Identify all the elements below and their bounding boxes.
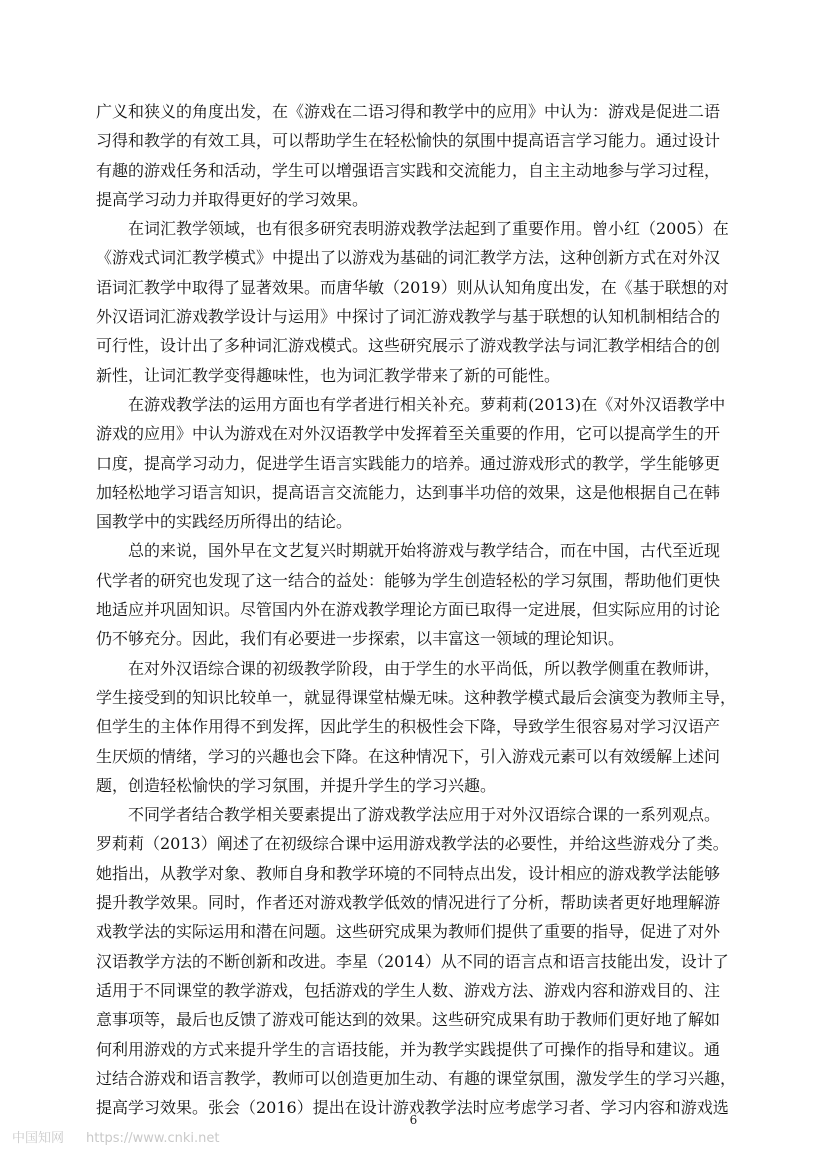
text-line: 何利用游戏的方式来提升学生的言语技能，并为教学实践提供了可操作的指导和建议。通 [96,1039,721,1059]
paragraph [96,654,746,800]
text-line: 代学者的研究也发现了这一结合的益处：能够为学生创造轻松的学习氛围，帮助他们更快 [96,570,721,590]
text-line: 国教学中的实践经历所得出的结论。 [96,512,353,532]
text-line: 在词汇教学领域，也有很多研究表明游戏教学法起到了重要作用。曾小红（2005）在 [128,219,729,239]
text-line: 加轻松地学习语言知识，提高语言交流能力，达到事半功倍的效果，这是他根据自己在韩 [96,482,721,502]
page-number: 6 [409,1113,418,1127]
text-line: 在游戏教学法的运用方面也有学者进行相关补充。萝莉莉(2013)在《对外汉语教学中 [128,394,726,414]
text-line: 但学生的主体作用得不到发挥，因此学生的积极性会下降，导致学生很容易对学习汉语产 [96,717,721,737]
paragraph [96,214,746,390]
watermark-brand: 中国知网 [12,1131,65,1146]
text-line: 汉语教学方法的不断创新和改进。李星（2014）从不同的语言点和语言技能出发，设计了 [96,951,729,971]
page-body [96,97,746,1122]
text-line: 提高学习动力并取得更好的学习效果。 [96,189,369,209]
text-line: 在对外汉语综合课的初级教学阶段，由于学生的水平尚低，所以教学侧重在教师讲， [128,658,721,678]
text-line: 《游戏式词汇教学模式》中提出了以游戏为基础的词汇教学方法，这种创新方式在对外汉 [96,248,721,268]
text-line: 生厌烦的情绪，学习的兴趣也会下降。在这种情况下，引入游戏元素可以有效缓解上述问 [96,746,721,766]
watermark [12,1127,241,1146]
text-line: 语词汇教学中取得了显著效果。而唐华敏（2019）则从认知角度出发，在《基于联想的对 [96,277,729,297]
text-line: 她指出，从教学对象、教师自身和教学环境的不同特点出发，设计相应的游戏教学法能够 [96,863,721,883]
text-line: 广义和狭义的角度出发，在《游戏在二语习得和教学中的应用》中认为：游戏是促进二语 [96,102,721,121]
text-line: 外汉语词汇游戏教学设计与运用》中探讨了词汇游戏教学与基于联想的认知机制相结合的 [96,307,721,327]
text-line: 意事项等，最后也反馈了游戏可能达到的效果。这些研究成果有助于教师们更好地了解如 [96,1010,721,1030]
text-line: 口度，提高学习动力，促进学生语言实践能力的培养。通过游戏形式的教学，学生能够更 [96,453,721,473]
text-line: 罗莉莉（2013）阐述了在初级综合课中运用游戏教学法的必要性，并给这些游戏分了类。 [96,834,729,854]
paragraph [96,390,746,536]
text-line: 地适应并巩固知识。尽管国内外在游戏教学理论方面已取得一定进展，但实际应用的讨论 [96,600,721,620]
text-line: 仍不够充分。因此，我们有必要进一步探索，以丰富这一领域的理论知识。 [96,629,625,649]
watermark-url: https://www.cnki.net [86,1131,220,1146]
text-line: 总的来说，国外早在文艺复兴时期就开始将游戏与教学结合，而在中国，古代至近现 [128,541,721,561]
text-line: 过结合游戏和语言教学，教师可以创造更加生动、有趣的课堂氛围，激发学生的学习兴趣， [96,1068,737,1088]
text-line: 提升教学效果。同时，作者还对游戏教学低效的情况进行了分析，帮助读者更好地理解游 [96,893,721,913]
paragraph [96,536,746,653]
paragraph [96,97,746,214]
text-line: 游戏的应用》中认为游戏在对外汉语教学中发挥着至关重要的作用，它可以提高学生的开 [96,424,721,444]
text-line: 提高学习效果。张会（2016）提出在设计游戏教学法时应考虑学习者、学习内容和游戏选 [96,1098,729,1118]
text-line: 题，创造轻松愉快的学习氛围，并提升学生的学习兴趣。 [96,775,497,795]
text-line: 有趣的游戏任务和活动，学生可以增强语言实践和交流能力，自主主动地参与学习过程， [96,160,721,180]
text-line: 不同学者结合教学相关要素提出了游戏教学法应用于对外汉语综合课的一系列观点。 [128,805,721,825]
text-line: 学生接受到的知识比较单一，就显得课堂枯燥无味。这种教学模式最后会演变为教师主导， [96,687,737,707]
text-line: 习得和教学的有效工具，可以帮助学生在轻松愉快的氛围中提高语言学习能力。通过设计 [96,131,721,151]
text-line: 适用于不同课堂的教学游戏，包括游戏的学生人数、游戏方法、游戏内容和游戏目的、注 [96,980,721,1000]
text-line: 戏教学法的实际运用和潜在问题。这些研究成果为教师们提供了重要的指导，促进了对外 [96,922,721,942]
text-line: 可行性，设计出了多种词汇游戏模式。这些研究展示了游戏教学法与词汇教学相结合的创 [96,336,721,356]
paragraph [96,800,746,1122]
text-line: 新性，让词汇教学变得趣味性，也为词汇教学带来了新的可能性。 [96,365,561,385]
